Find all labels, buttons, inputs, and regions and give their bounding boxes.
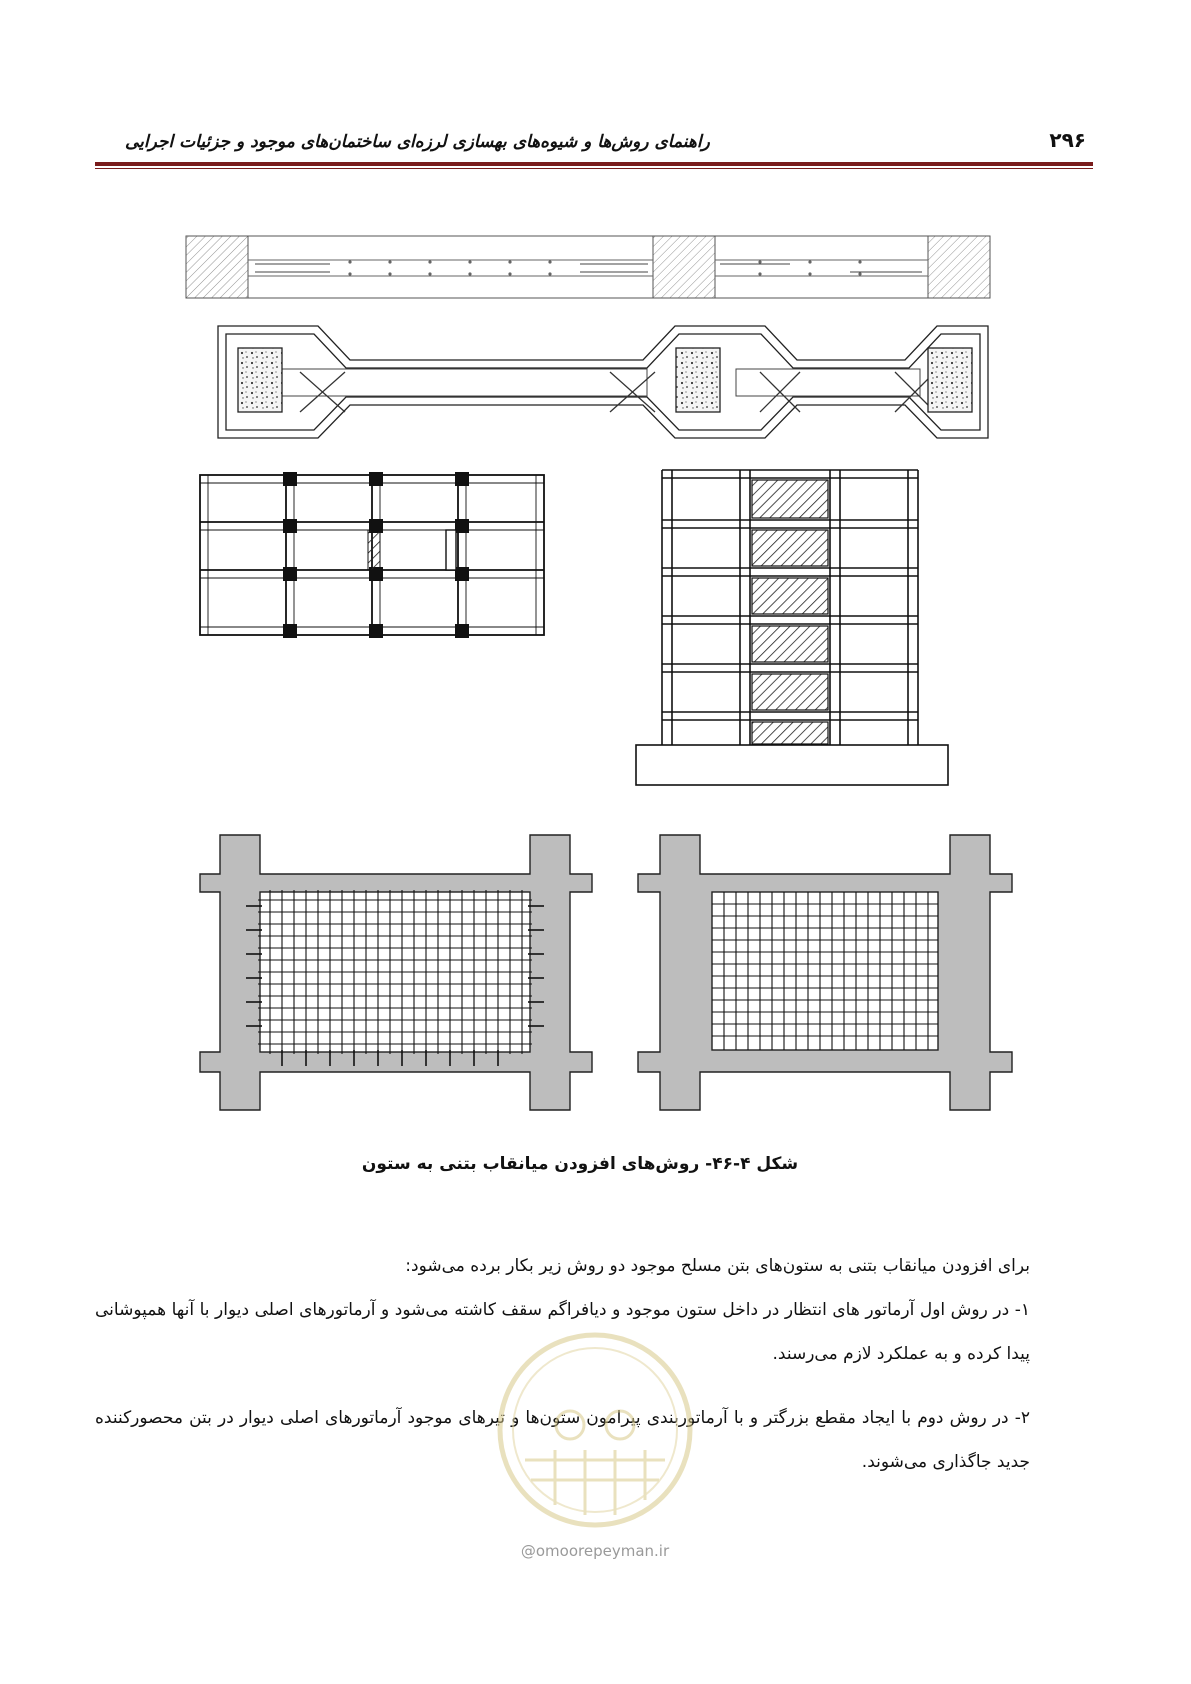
column-section-left bbox=[238, 348, 282, 412]
intro-paragraph: برای افزودن میانقاب بتنی به ستون‌های بتن مسلح موجود دو روش زیر بکار برده می‌شود: bbox=[405, 1256, 1030, 1276]
column-section-right bbox=[928, 348, 972, 412]
plan-wall-jacket bbox=[218, 326, 988, 438]
infill-panel-small bbox=[368, 530, 380, 570]
column-section-middle bbox=[676, 348, 720, 412]
watermark-site: @omoorepeyman.ir bbox=[520, 1542, 670, 1560]
figure-caption: شکل ۴-۴۶- روش‌های افزودن میانقاب بتنی به ستون bbox=[361, 1154, 799, 1174]
infill-detail-method-1 bbox=[200, 835, 592, 1110]
plan-wall-dowels bbox=[186, 236, 990, 298]
steel-section bbox=[446, 530, 456, 570]
watermark-logo bbox=[495, 1330, 695, 1530]
method-1-paragraph: ۱- در روش اول آرماتور های انتظار در داخل ستون موجود و دیافراگم سقف کاشته می‌شود و آرماتورهای اصلی دیوار با آنها همپوشانی پیدا کرده و به عملکرد لازم می‌رسند. bbox=[95, 1300, 1030, 1364]
method-2-paragraph: ۲- در روش دوم با ایجاد مقطع بزرگتر و با آرماتوربندی پیرامون ستون‌ها و تیرهای موجود آرماتورهای اصلی دیوار در بتن محصورکننده جدید جاگذاری می‌شوند. bbox=[95, 1408, 1030, 1472]
infill-detail-method-2 bbox=[638, 835, 1012, 1110]
page-number: ۲۹۶ bbox=[1049, 128, 1086, 152]
book-title: راهنمای روش‌ها و شیوه‌های بهسازی لرزه‌ای ساختمان‌های موجود و جزئیات اجرایی bbox=[125, 132, 710, 152]
